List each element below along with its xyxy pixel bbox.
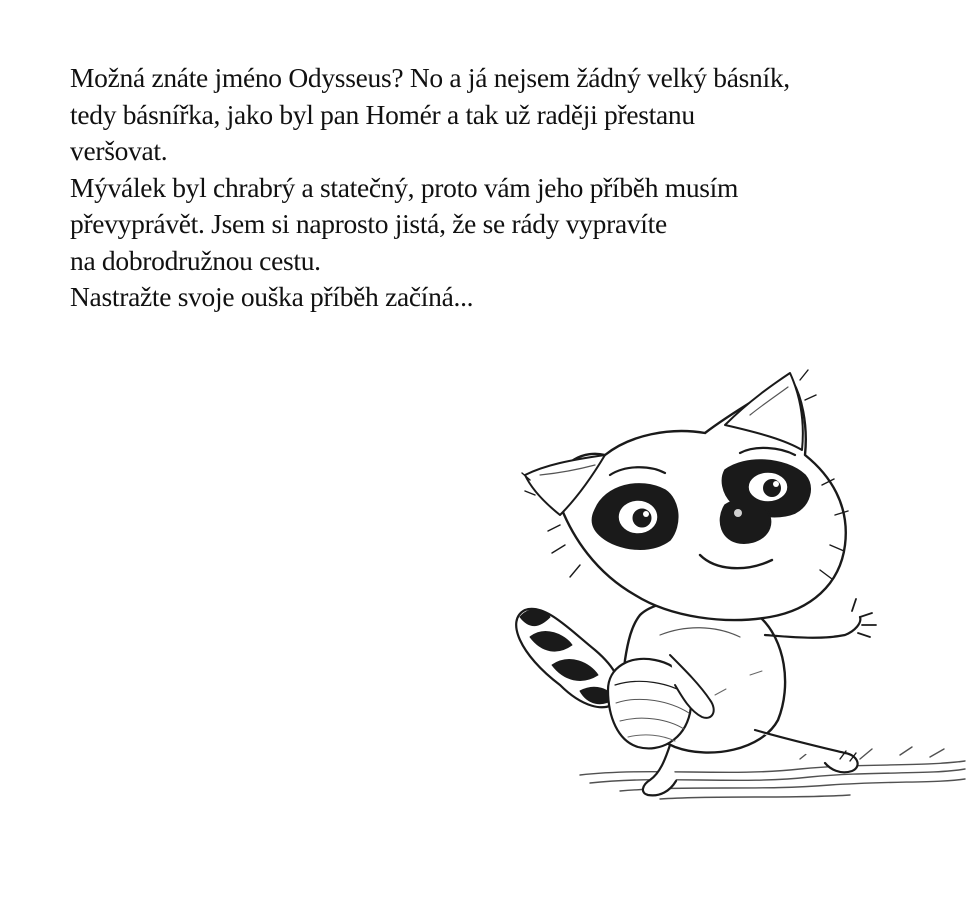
story-line-3: veršovat. — [70, 135, 168, 166]
tail — [516, 609, 620, 707]
story-line-7: Nastražte svoje ouška příběh začíná... — [70, 281, 474, 312]
raccoon-illustration — [500, 355, 970, 825]
story-line-6: na dobrodružnou cestu. — [70, 244, 321, 276]
ground-sketch — [580, 747, 965, 799]
story-line-1: Možná znáte jméno Odysseus? No a já nejsem žádný velký básník, — [70, 62, 790, 93]
story-text — [70, 60, 940, 316]
nose — [720, 500, 770, 543]
story-line-2: tedy básnířka, jako byl pan Homér a tak už raději přestanu — [70, 98, 695, 130]
head — [522, 370, 848, 620]
story-line-5: převyprávět. Jsem si naprosto jistá, že se rády vypravíte — [70, 208, 667, 239]
story-line-4: Mýválek byl chrabrý a statečný, proto vám jeho příběh musím — [70, 171, 739, 203]
